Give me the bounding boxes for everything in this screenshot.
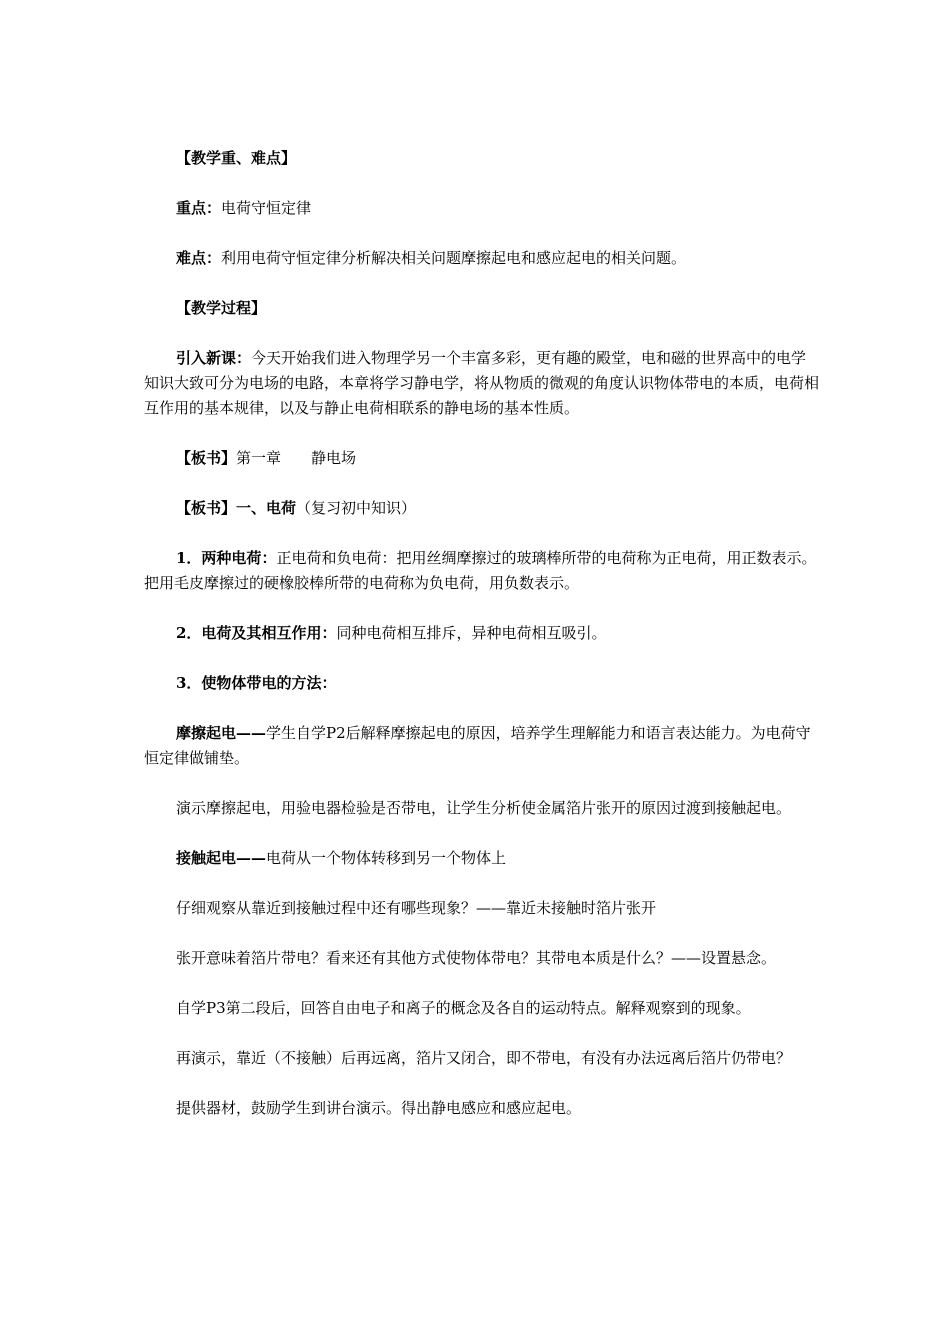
board-note-2 xyxy=(144,496,820,521)
contact-text: 电荷从一个物体转移到另一个物体上 xyxy=(266,849,507,867)
board-note-1-text: 第一章 静电场 xyxy=(236,449,357,467)
board-note-1 xyxy=(144,446,820,471)
friction-label: 摩擦起电—— xyxy=(176,724,267,742)
item-two-charges-label: 1．两种电荷： xyxy=(176,549,277,567)
board-note-2-label: 【板书】一、电荷 xyxy=(176,499,297,517)
intro-label: 引入新课： xyxy=(176,349,252,367)
key-point xyxy=(144,196,820,221)
intro-paragraph xyxy=(144,346,820,421)
item-two-charges-text: 正电荷和负电荷：把用丝绸摩擦过的玻璃棒所带的电荷称为正电荷，用正数表示。把用毛皮摩擦过的硬橡胶棒所带的电荷称为负电荷，用负数表示。 xyxy=(144,549,817,592)
key-point-text: 电荷守恒定律 xyxy=(221,199,312,217)
difficult-point xyxy=(144,246,820,271)
friction-paragraph xyxy=(144,721,820,771)
document-body xyxy=(144,146,820,1121)
item-methods-label: 3．使物体带电的方法： xyxy=(176,674,337,692)
demo-induction-paragraph: 再演示，靠近（不接触）后再远离，箔片又闭合，即不带电，有没有办法远离后箔片仍带电？ xyxy=(176,1049,792,1067)
key-point-label: 重点： xyxy=(176,199,222,217)
item-interaction xyxy=(144,621,820,646)
board-note-2-text: （复习初中知识） xyxy=(296,499,417,517)
friction-text: 学生自学P2后解释摩擦起电的原因，培养学生理解能力和语言表达能力。为电荷守恒定律做铺垫。 xyxy=(144,724,811,767)
item-interaction-text: 同种电荷相互排斥，异种电荷相互吸引。 xyxy=(336,624,607,642)
self-study-paragraph: 自学P3第二段后，回答自由电子和离子的概念及各自的运动特点。解释观察到的现象。 xyxy=(176,999,751,1017)
process-heading xyxy=(144,296,820,321)
difficult-point-text: 利用电荷守恒定律分析解决相关问题摩擦起电和感应起电的相关问题。 xyxy=(221,249,687,267)
observe-paragraph: 仔细观察从靠近到接触过程中还有哪些现象？——靠近未接触时箔片张开 xyxy=(176,899,657,917)
board-note-1-label: 【板书】 xyxy=(176,449,237,467)
difficult-point-label: 难点： xyxy=(176,249,222,267)
focus-heading-text: 【教学重、难点】 xyxy=(176,149,297,167)
item-interaction-label: 2．电荷及其相互作用： xyxy=(176,624,337,642)
contact-paragraph xyxy=(144,846,820,871)
provide-equipment-paragraph: 提供器材，鼓励学生到讲台演示。得出静电感应和感应起电。 xyxy=(176,1099,582,1117)
open-question-paragraph: 张开意味着箔片带电？看来还有其他方式使物体带电？其带电本质是什么？——设置悬念。 xyxy=(176,949,777,967)
item-methods xyxy=(144,671,820,696)
item-two-charges xyxy=(144,546,820,596)
focus-heading xyxy=(144,146,820,171)
process-heading-text: 【教学过程】 xyxy=(176,299,267,317)
contact-label: 接触起电—— xyxy=(176,849,267,867)
intro-text: 今天开始我们进入物理学另一个丰富多彩，更有趣的殿堂，电和磁的世界高中的电学知识大致可分为电场的电路，本章将学习静电学，将从物质的微观的角度认识物体带电的本质，电荷相互作用的基本规律，以及与静止电荷相联系的静电场的基本性质。 xyxy=(144,349,820,417)
demo-friction-paragraph: 演示摩擦起电，用验电器检验是否带电，让学生分析使金属箔片张开的原因过渡到接触起电。 xyxy=(176,799,792,817)
